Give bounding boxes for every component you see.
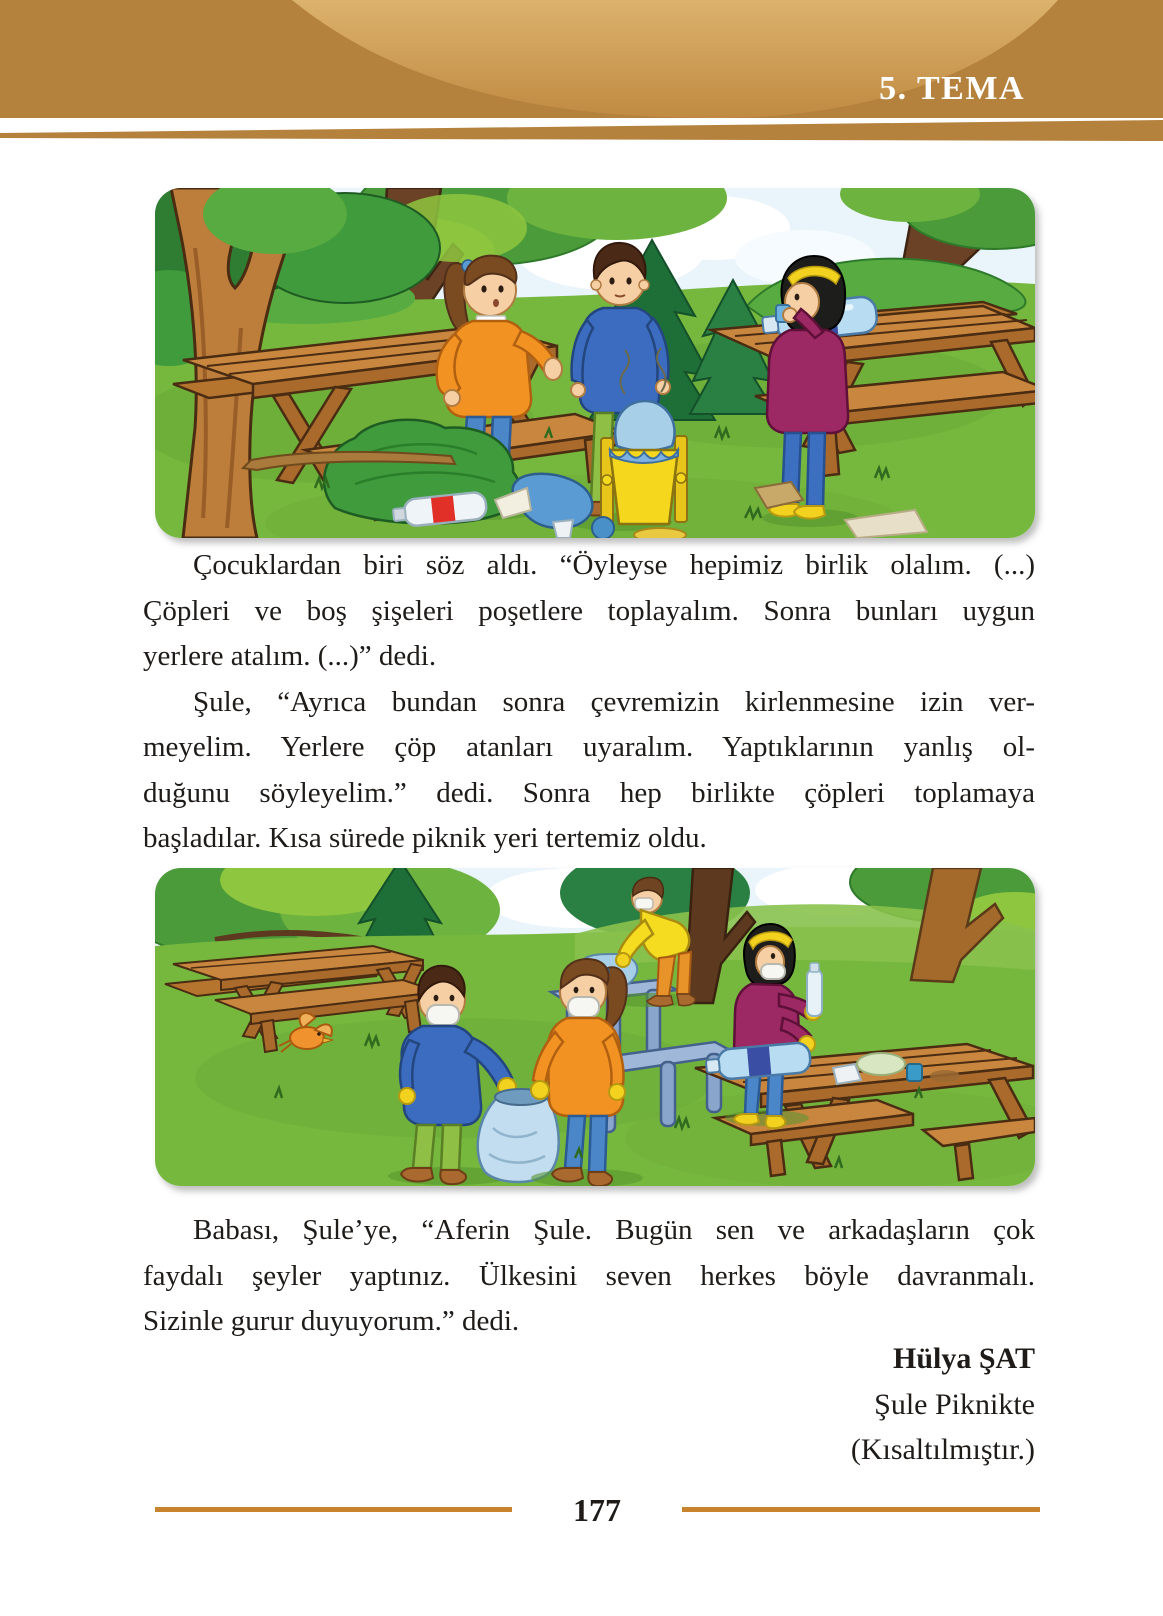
- text-line: Çocuklardan biri söz aldı. “Öyleyse hepimiz birlik olalım. (...): [193, 549, 1035, 581]
- tema-heading: 5. TEMA: [879, 70, 1025, 107]
- glove: [399, 1088, 415, 1104]
- header-rule: [0, 120, 1163, 141]
- story-text-bottom: [143, 1208, 1035, 1345]
- text-line: Çöpleri ve boş şişeleri poşetlere toplayalım. Sonra bunları uygun: [143, 594, 1035, 627]
- stain: [930, 1070, 960, 1082]
- footer-rule-left: [155, 1507, 512, 1512]
- glove: [531, 1081, 549, 1099]
- text-line: Babası, Şule’ye, “Aferin Şule. Bugün sen ve arkadaşların çok: [193, 1214, 1035, 1246]
- text-line: Sizinle gurur duyuyorum.” dedi.: [143, 1305, 520, 1337]
- author-name: Hülya ŞAT: [893, 1342, 1035, 1375]
- text-line: meyelim. Yerlere çöp atanları uyaralım. Yaptıklarının yanlış ol-: [143, 731, 1035, 763]
- glove: [609, 1084, 625, 1100]
- attribution-block: [535, 1336, 1035, 1473]
- text-line: başladılar. Kısa sürede piknik yeri tertemiz oldu.: [143, 822, 707, 854]
- text-line: Şule, “Ayrıca bundan sonra çevremizin kirlenmesine izin ver-: [193, 685, 1035, 718]
- work-title: Şule Piknikte: [874, 1387, 1035, 1421]
- glove: [616, 953, 630, 967]
- story-text-top: [143, 543, 1035, 862]
- face-mask: [427, 1005, 459, 1025]
- blue-cup: [592, 517, 614, 538]
- illustration-picnic-litter: [155, 188, 1035, 538]
- face-mask: [568, 997, 599, 1017]
- picnic-litter-scene: [155, 188, 1035, 538]
- page-number: 177: [573, 1492, 621, 1528]
- footer-rule-right: [682, 1507, 1040, 1512]
- cleanup-scene: [155, 868, 1035, 1186]
- text-line: faydalı şeyler yaptınız. Ülkesini seven herkes böyle davranmalı.: [143, 1259, 1035, 1292]
- clear-bottle: [807, 970, 822, 1016]
- trash-bag: [615, 401, 674, 451]
- text-line: duğunu söyleyelim.” dedi. Sonra hep birlikte çöpleri toplamaya: [143, 776, 1035, 809]
- illustration-cleanup: [155, 868, 1035, 1186]
- paper-cup: [553, 520, 573, 538]
- abridged-note: (Kısaltılmıştır.): [850, 1433, 1035, 1466]
- plate: [634, 528, 686, 538]
- text-line: yerlere atalım. (...)” dedi.: [143, 640, 437, 672]
- face-mask: [761, 964, 785, 979]
- face-mask: [635, 898, 653, 909]
- napkin: [857, 1053, 905, 1075]
- blue-cup: [907, 1064, 922, 1081]
